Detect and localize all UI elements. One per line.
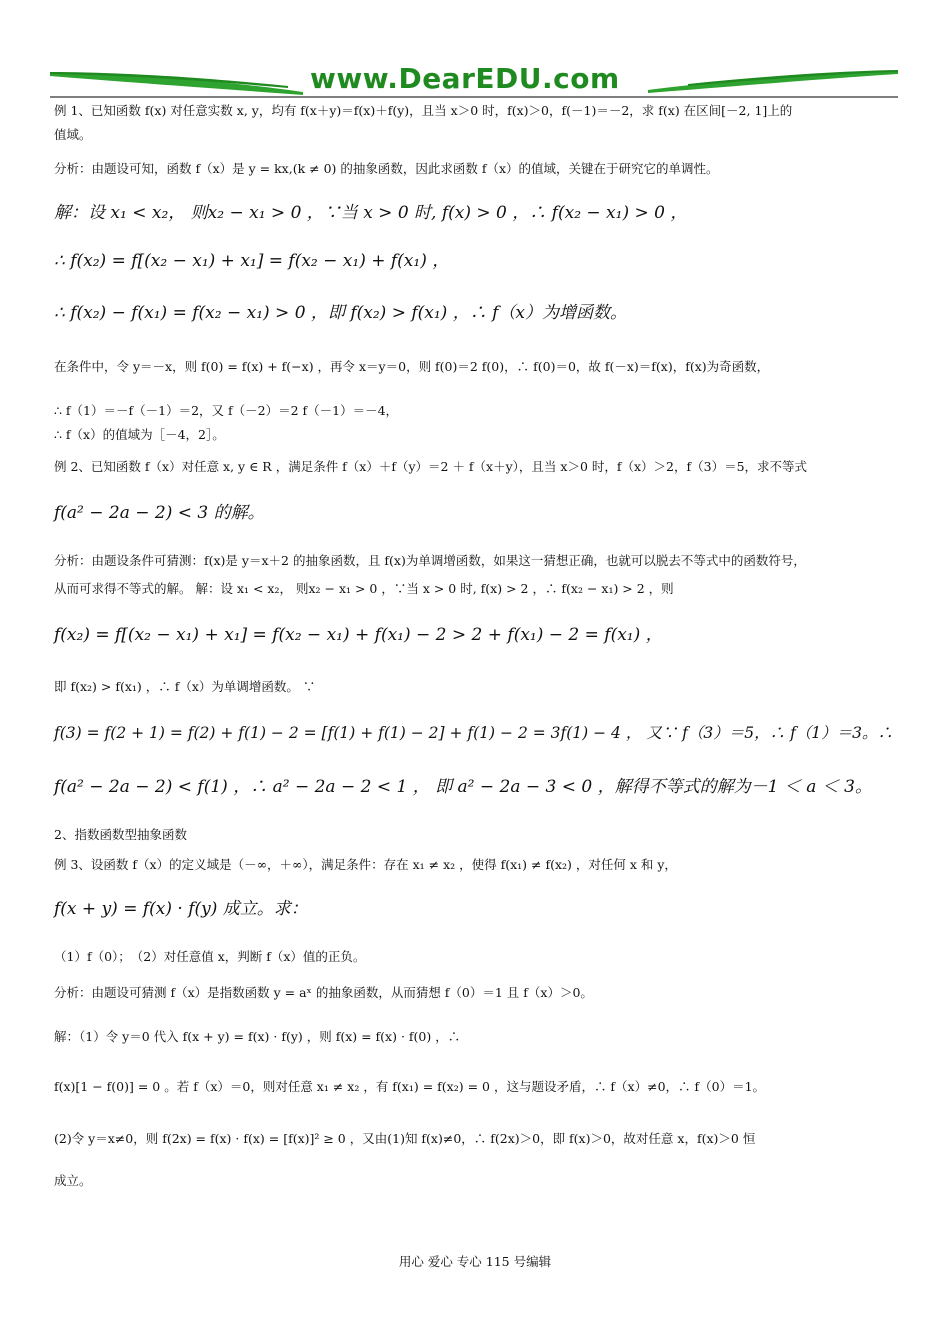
doc-line-4: 解：设 x₁ < x₂， 则x₂ − x₁ > 0 ，∵当 x > 0 时, f(x) > 0 ，∴ f(x₂ − x₁) > 0 ， (54, 203, 688, 223)
doc-line-11: f(a² − 2a − 2) < 3 的解。 (54, 503, 265, 523)
doc-line-14: f(x₂) = f[(x₂ − x₁) + x₁] = f(x₂ − x₁) + f(x₁) − 2 > 2 + f(x₁) − 2 = f(x₁) ， (54, 625, 663, 645)
doc-line-21: （1）f（0）； （2）对任意值 x，判断 f（x）值的正负。 (54, 949, 366, 964)
doc-line-26: 成立。 (54, 1173, 92, 1188)
doc-line-1: 例 1、已知函数 f(x) 对任意实数 x, y，均有 f(x＋y)＝f(x)＋f(y)，且当 x＞0 时，f(x)＞0，f(－1)＝－2，求 f(x) 在区间[－2, 1]上的 (54, 103, 793, 118)
site-banner (48, 62, 900, 100)
doc-line-24: f(x)[1 − f(0)] = 0 。若 f（x）＝0，则对任意 x₁ ≠ x₂ ，有 f(x₁) = f(x₂) = 0 ，这与题设矛盾，∴ f（x）≠0，∴ f（0）＝1。 (54, 1079, 766, 1094)
doc-line-9: ∴ f（x）的值域为［－4，2］。 (54, 427, 225, 442)
doc-line-6: ∴ f(x₂) − f(x₁) = f(x₂ − x₁) > 0 ，即 f(x₂) > f(x₁) ，∴ f（x）为增函数。 (54, 303, 627, 323)
doc-line-7: 在条件中，令 y＝－x，则 f(0) = f(x) + f(−x) ，再令 x＝y＝0，则 f(0)＝2 f(0)，∴ f(0)＝0，故 f(－x)＝f(x)，f(x)为奇函数， (54, 359, 770, 374)
doc-line-17: f(a² − 2a − 2) < f(1) ，∴ a² − 2a − 2 < 1 ， 即 a² − 2a − 3 < 0 ，解得不等式的解为－1 ＜ a ＜ 3。 (54, 777, 872, 797)
doc-line-5: ∴ f(x₂) = f[(x₂ − x₁) + x₁] = f(x₂ − x₁) + f(x₁) ， (54, 251, 450, 271)
doc-line-19: 例 3、设函数 f（x）的定义域是（－∞，＋∞），满足条件：存在 x₁ ≠ x₂ ，使得 f(x₁) ≠ f(x₂) ，对任何 x 和 y， (54, 857, 677, 872)
site-logo-text: www.DearEDU.com (310, 62, 620, 95)
doc-line-25: (2)令 y＝x≠0，则 f(2x) = f(x) · f(x) = [f(x)]² ≥ 0 ，又由(1)知 f(x)≠0，∴ f(2x)＞0，即 f(x)＞0，故对任意 x，f(x)＞0 恒 (54, 1131, 756, 1146)
doc-line-15: 即 f(x₂) > f(x₁) ，∴ f（x）为单调增函数。 ∵ (54, 679, 316, 694)
doc-line-8: ∴ f（1）＝－f（－1）＝2，又 f（－2）＝2 f（－1）＝－4， (54, 403, 399, 418)
doc-line-20: f(x + y) = f(x) · f(y) 成立。求： (54, 899, 308, 919)
doc-line-12: 分析：由题设条件可猜测：f(x)是 y＝x＋2 的抽象函数，且 f(x)为单调增函数，如果这一猜想正确，也就可以脱去不等式中的函数符号， (54, 553, 806, 568)
doc-line-10: 例 2、已知函数 f（x）对任意 x, y ∈ R ，满足条件 f（x）＋f（y）＝2 ＋ f（x＋y），且当 x＞0 时，f（x）＞2，f（3）＝5，求不等式 (54, 459, 808, 474)
doc-line-13: 从而可求得不等式的解。 解：设 x₁ < x₂， 则x₂ − x₁ > 0 ，∵当 x > 0 时, f(x) > 2 ，∴ f(x₂ − x₁) > 2 ，则 (54, 581, 674, 596)
page-footer: 用心 爱心 专心 115 号编辑 (398, 1254, 552, 1269)
doc-line-3: 分析：由题设可知，函数 f（x）是 y = kx,(k ≠ 0) 的抽象函数，因此求函数 f（x）的值域，关键在于研究它的单调性。 (54, 161, 719, 176)
doc-line-23: 解：（1）令 y＝0 代入 f(x + y) = f(x) · f(y) ，则 f(x) = f(x) · f(0) ，∴ (54, 1029, 461, 1044)
doc-line-2: 值域。 (54, 127, 92, 142)
doc-line-22: 分析：由题设可猜测 f（x）是指数函数 y = aˣ 的抽象函数，从而猜想 f（0）＝1 且 f（x）＞0。 (54, 985, 593, 1000)
doc-line-18: 2、指数函数型抽象函数 (54, 827, 187, 842)
doc-line-16: f(3) = f(2 + 1) = f(2) + f(1) − 2 = [f(1) + f(1) − 2] + f(1) − 2 = 3f(1) − 4 ， 又∵ f（3）＝5，∴ f（1）＝3。∴ (54, 724, 894, 742)
